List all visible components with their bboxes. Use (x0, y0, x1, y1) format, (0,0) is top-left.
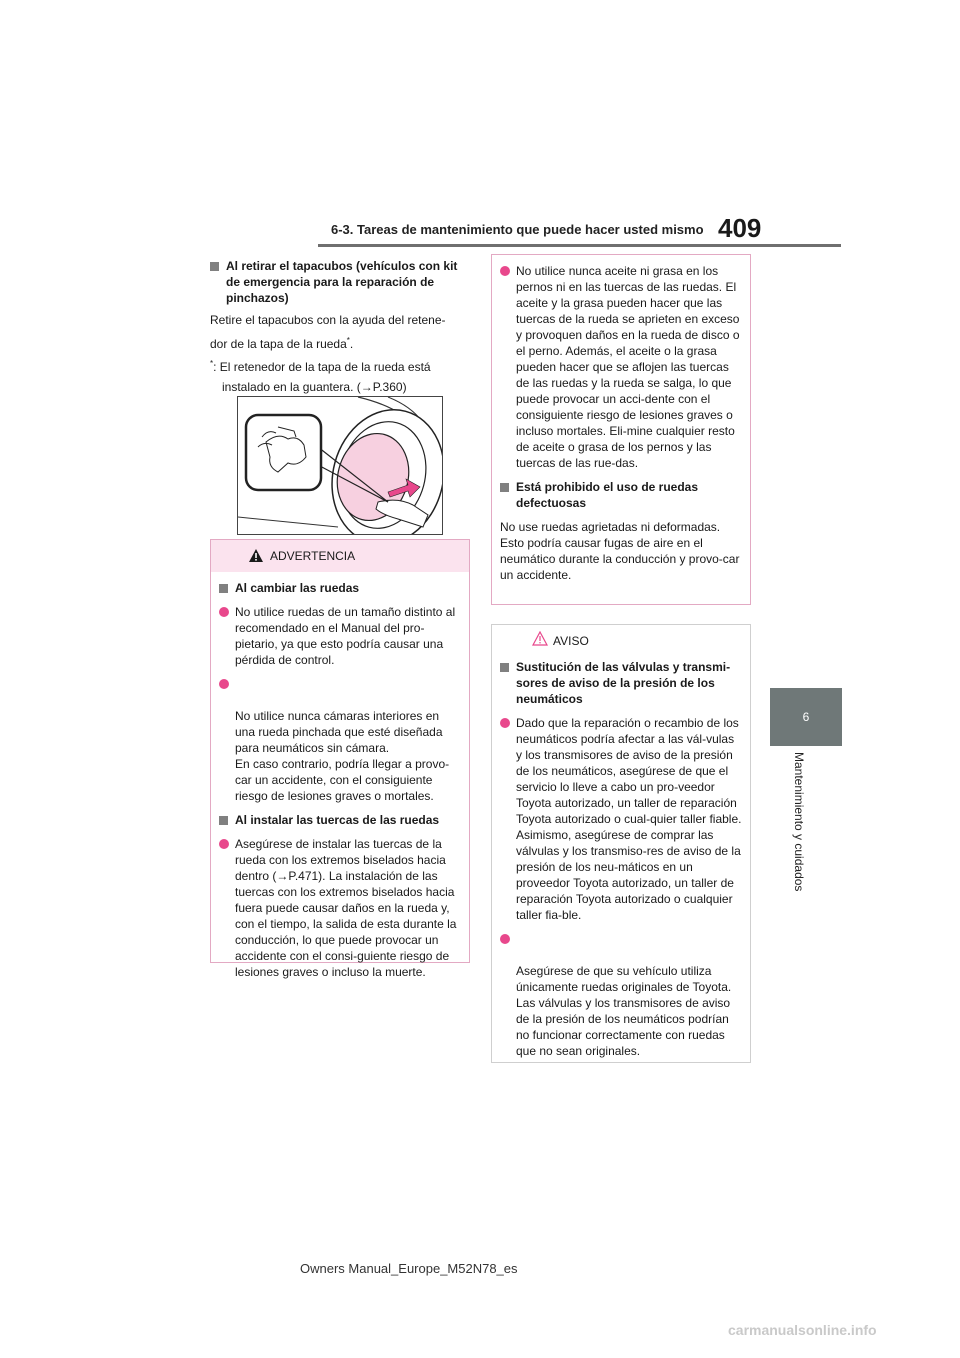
square-bullet-icon (210, 262, 219, 271)
warning-section-heading: Al cambiar las ruedas (219, 580, 461, 596)
footnote-line2: instalado en la guantera. (→P.360) (222, 380, 407, 394)
round-bullet-icon (219, 839, 229, 849)
header-divider (318, 244, 841, 247)
caution-item: Dado que la reparación o recambio de los neumáticos podría afectar a las vál-vulas y los transmisores de aviso de la presión de los neumáticos, asegúrese de que el servicio lo lleve a cabo un pro-veedor Toyota autorizado, un taller de reparación Toyota autorizado o cual-quier taller fiable. Asimismo, asegúrese de comprar las válvulas y los transmiso-res de aviso de la presión de los neu-máticos en un proveedor Toyota autorizado, un taller de reparación Toyota autorizado o cualquier taller fia-ble. (500, 715, 742, 923)
warning-body (211, 572, 469, 996)
wheel-cap-drawing (238, 397, 442, 534)
chapter-title-vertical (792, 752, 812, 952)
warning-section-heading: Al instalar las tuercas de las ruedas (219, 812, 461, 828)
caution-body (492, 657, 750, 1075)
warning-item: No utilice ruedas de un tamaño distinto al recomendado en el Manual del pro-pietario, ya que esto podría causar una pérdida de control. (219, 604, 461, 668)
warning-title: ADVERTENCIA (270, 549, 356, 563)
page-number: 409 (718, 213, 762, 243)
warning-item: Asegúrese de instalar las tuercas de la rueda con los extremos biselados hacia dentro (→P.471). La instalación de las tuercas con los extremos biselados hacia fuera puede causar daños en la rueda y, con el tiempo, la salida de esta durante la conducción, lo que puede provocar un accidente con el consi-guiente riesgo de lesiones graves o incluso la muerte. (219, 836, 461, 980)
caution-section-heading: Sustitución de las válvulas y transmi-sores de aviso de la presión de los neumáticos (500, 659, 742, 707)
manual-id: Owners Manual_Europe_M52N78_es (300, 1261, 518, 1276)
section-title: 6-3. Tareas de mantenimiento que puede hacer usted mismo (331, 222, 704, 237)
warning-box-continued (491, 254, 751, 605)
chapter-number: 6 (802, 710, 810, 724)
square-bullet-icon (500, 663, 509, 672)
caution-item: Asegúrese de que su vehículo utiliza únicamente ruedas originales de Toyota. Las válvulas y los transmisores de aviso de la presión de los neumáticos podrían no funcionar correctamente con ruedas que no sean originales. (500, 931, 742, 1059)
round-bullet-icon (219, 679, 229, 689)
warning-box (210, 539, 470, 979)
warning-item: No utilice nunca cámaras interiores en una rueda pinchada que esté diseñada para neumáticos sin cámara. En caso contrario, podría llegar a provo-car un accidente, con el consiguiente riesgo de lesiones graves o mortales. (219, 676, 461, 804)
caution-box (491, 624, 751, 1063)
caution-triangle-icon (532, 631, 548, 646)
warning-paragraph: No use ruedas agrietadas ni deformadas. Esto podría causar fugas de aire en el neumático durante la conducción y provo-car un accidente. (500, 520, 740, 582)
warning-triangle-icon (248, 548, 264, 563)
intro-body-line1: Retire el tapacubos con la ayuda del retene- (210, 313, 446, 327)
warning-continued-body (492, 255, 750, 591)
left-intro (210, 258, 468, 395)
intro-heading: Al retirar el tapacubos (vehículos con kit de emergencia para la reparación de pinchazos) (210, 258, 468, 306)
square-bullet-icon (219, 816, 228, 825)
wheel-cap-illustration (237, 396, 443, 535)
watermark: carmanualsonline.info (728, 1322, 877, 1338)
warning-section-heading: Está prohibido el uso de ruedas defectuosas (500, 479, 742, 511)
round-bullet-icon (500, 934, 510, 944)
caution-box-header (492, 625, 750, 657)
chapter-title: Mantenimiento y cuidados (792, 752, 806, 892)
intro-body-line2: dor de la tapa de la rueda*. (210, 336, 354, 351)
caution-title: AVISO (553, 634, 589, 648)
square-bullet-icon (500, 483, 509, 492)
footnote: *: El retenedor de la tapa de la rueda está (210, 359, 431, 374)
round-bullet-icon (500, 266, 510, 276)
square-bullet-icon (219, 584, 228, 593)
warning-item: No utilice nunca aceite ni grasa en los pernos ni en las tuercas de las ruedas. El aceite y la grasa pueden hacer que las tuercas de la rueda se aprieten en exceso y provoquen daños en la rueda de disco o el perno. Además, el aceite o la grasa pueden hacer que se aflojen las tuercas de las ruedas y la rueda se salga, lo que puede provocar un acci-dente con el consiguiente riesgo de lesiones graves o incluso mortales. Eli-mine cualquier resto de aceite o grasa de los pernos y las tuercas de las rue-das. (500, 263, 742, 471)
page-ref-link[interactable]: →P.360) (360, 380, 407, 394)
round-bullet-icon (500, 718, 510, 728)
warning-box-header (211, 540, 469, 572)
round-bullet-icon (219, 607, 229, 617)
chapter-tab[interactable] (770, 688, 842, 746)
